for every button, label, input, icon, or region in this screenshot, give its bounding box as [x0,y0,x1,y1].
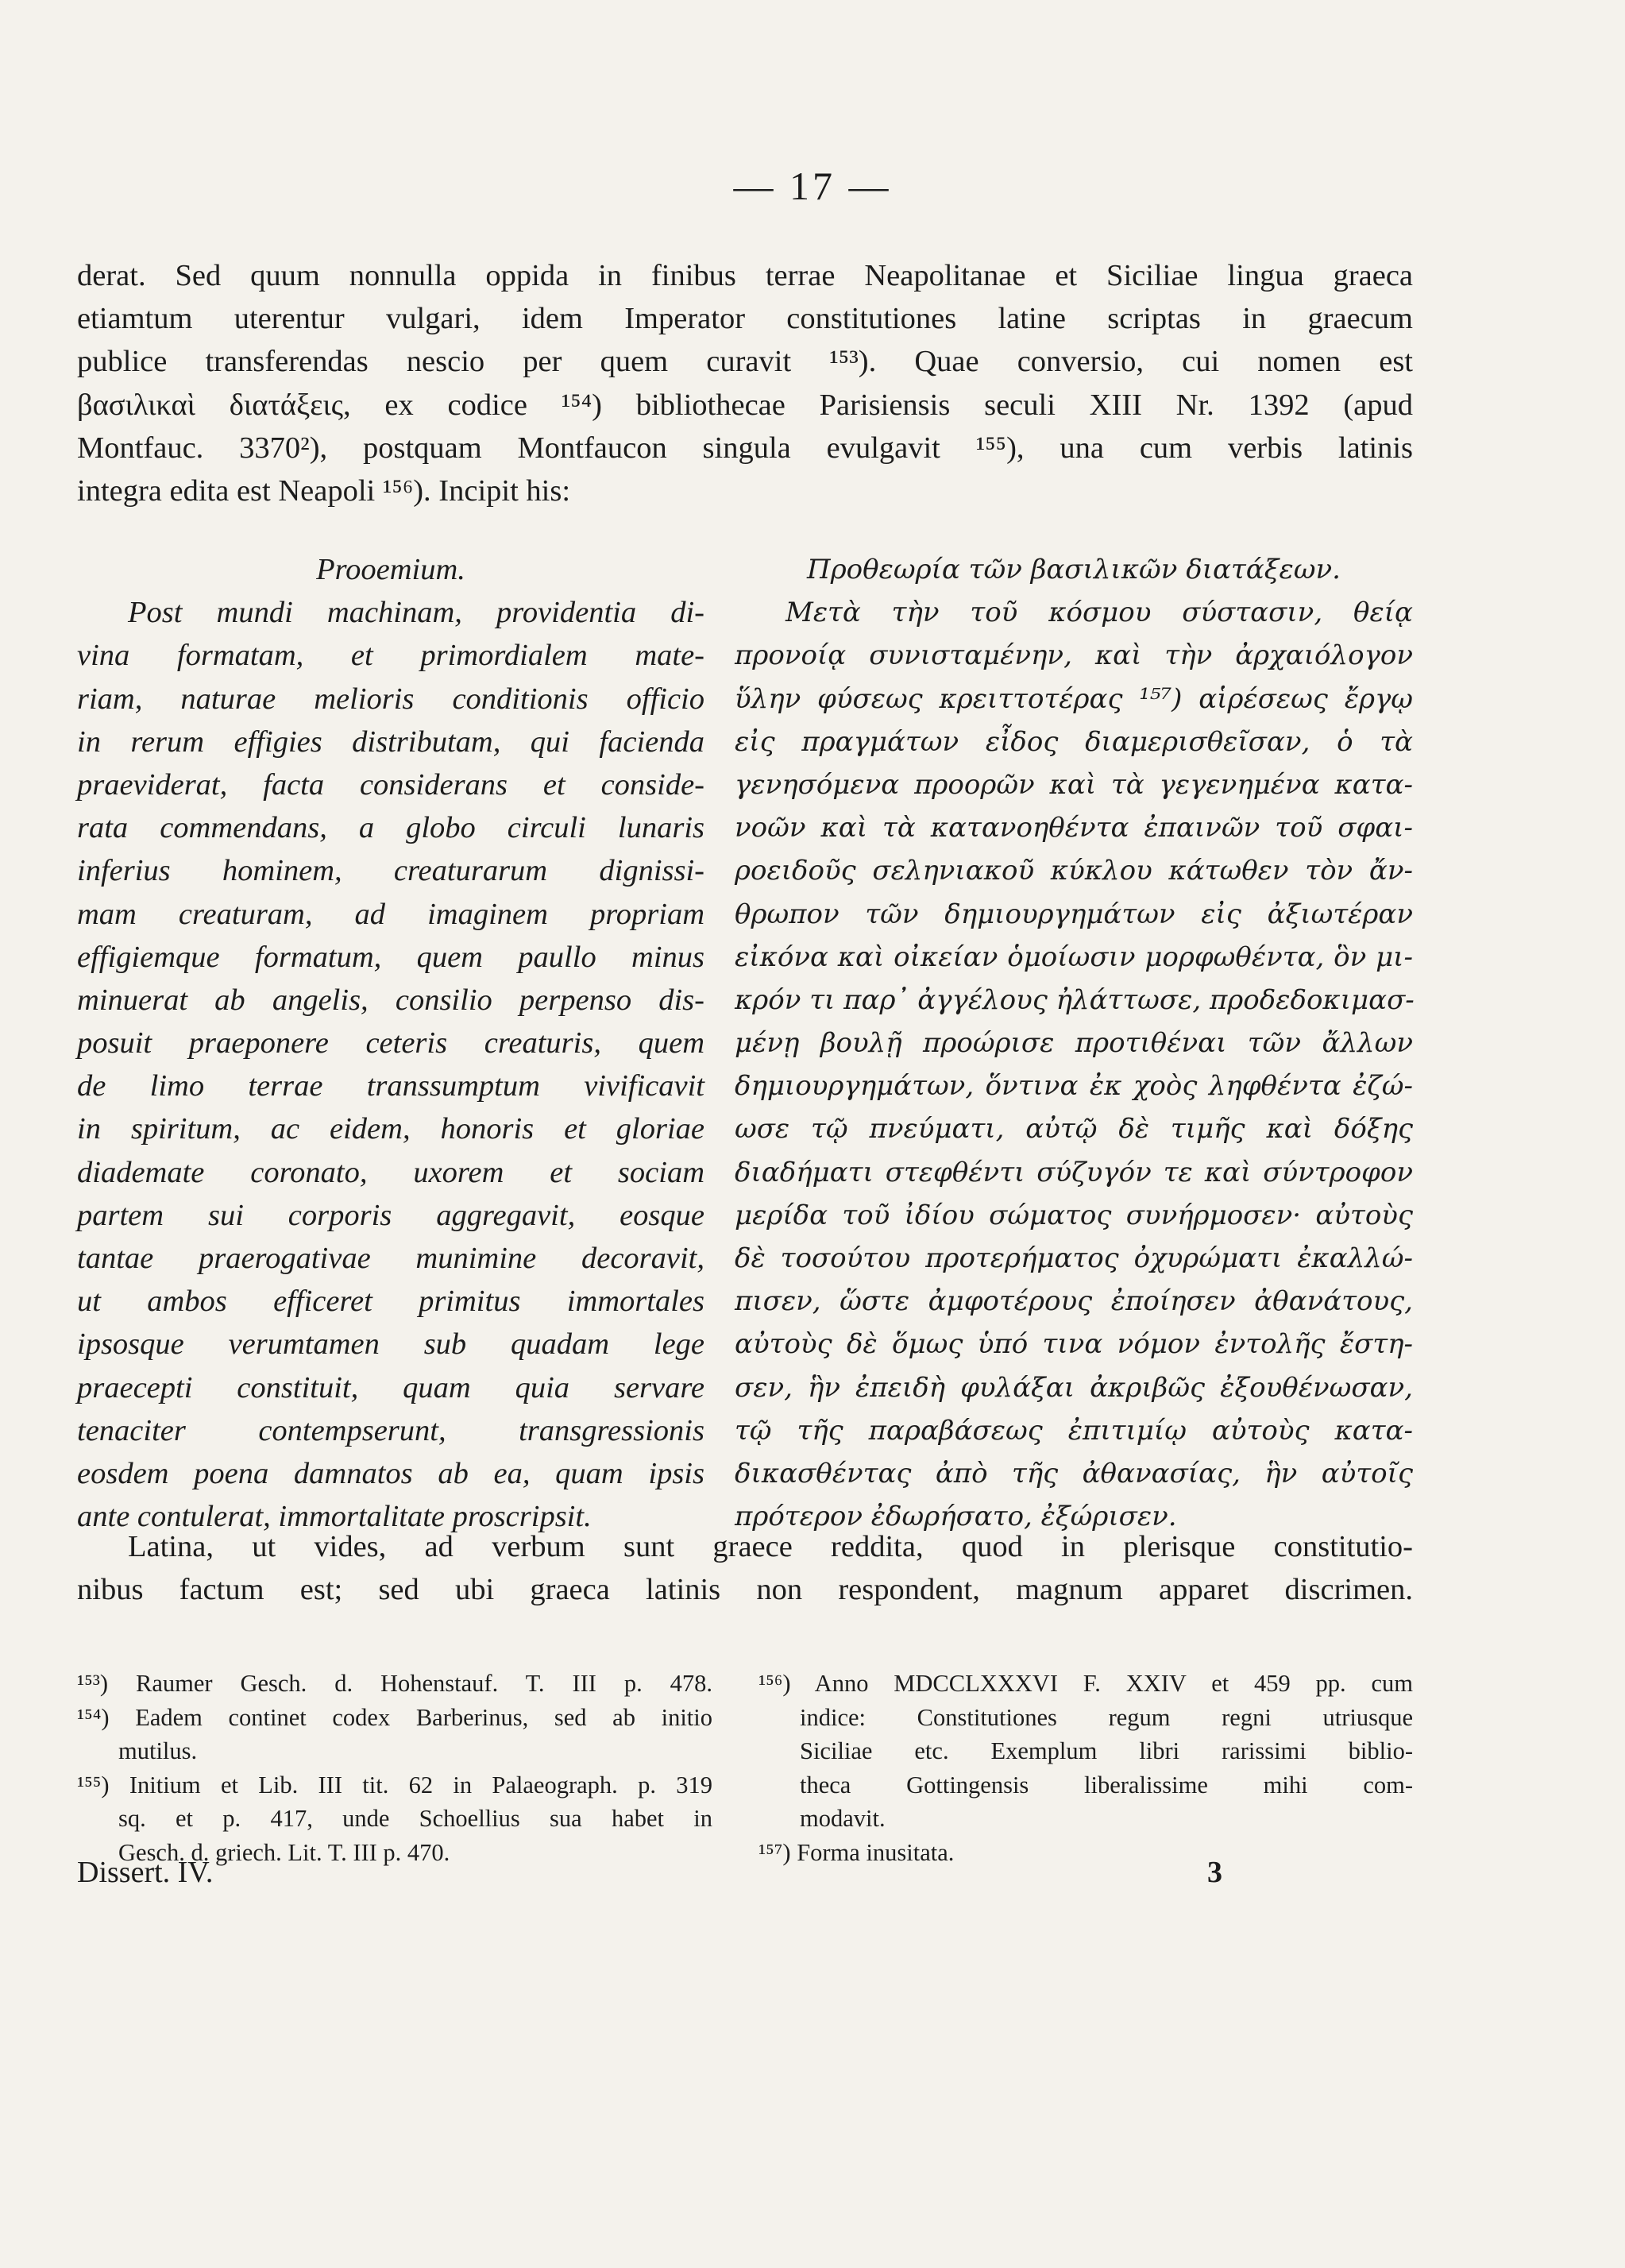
footnote-line: mutilus. [118,1737,198,1764]
footnote-line: ¹⁵⁶) Anno MDCCLXXXVI F. XXIV et 459 pp. cum [758,1670,1413,1697]
footnote-line: Siciliae etc. Exemplum libri rarissimi biblio- [800,1737,1413,1764]
greek-line: δημιουργημάτων, ὅντινα ἐκ χοὸς ληφθέντα ἐζώ- [735,1070,1413,1103]
greek-line: δὲ τοσούτου προτερήματος ὀχυρώματι ἐκαλλώ- [735,1242,1413,1274]
page-number: — 17 — [733,164,892,208]
greek-heading: Προθεωρία τῶν βασιλικῶν διατάξεων. [807,554,1341,585]
greek-line: νοῶν καὶ τὰ κατανοηθέντα ἐπαινῶν τοῦ σφαι- [735,812,1413,844]
greek-column [735,548,1413,1538]
greek-line: ωσε τῷ πνεύματι, αὐτῷ δὲ τιμῆς καὶ δόξης [735,1113,1413,1146]
latin-line: effigiemque formatum, quem paullo minus [77,940,704,974]
intro-paragraph [77,254,1413,512]
footnote-line: ¹⁵⁵) Initium et Lib. III tit. 62 in Palaeograph. p. 319 [77,1771,712,1799]
latin-line: praeviderat, facta considerans et conside- [77,767,704,802]
latin-line: diademate coronato, uxorem et sociam [77,1155,704,1189]
latin-column [77,548,704,1538]
greek-line: αὐτοὺς δὲ ὅμως ὑπό τινα νόμον ἐντολῆς ἔστη- [735,1328,1413,1361]
latin-line: tenaciter contempserunt, transgressionis [77,1413,704,1447]
latin-line: mam creaturam, ad imaginem propriam [77,897,704,931]
latin-line: vina formatam, et primordialem mate- [77,639,704,673]
latin-line: de limo terrae transsumptum vivificavit [77,1069,704,1103]
greek-line: σεν, ἣν ἐπειδὴ φυλάξαι ἀκριβῶς ἐξουθένωσαν, [735,1371,1413,1404]
footnote-line: sq. et p. 417, unde Schoellius sua habet in [118,1805,712,1832]
footnote-line: ¹⁵³) Raumer Gesch. d. Hohenstauf. T. III p. 478. [77,1670,712,1697]
greek-line: προνοίᾳ συνισταμένην, καὶ τὴν ἀρχαιόλογον [735,639,1413,672]
latin-line: praecepti constituit, quam quia servare [77,1370,704,1404]
latin-line: in spiritum, ac eidem, honoris et gloriae [77,1112,704,1146]
text-line: Montfauc. 3370²), postquam Montfaucon singula evulgavit ¹⁵⁵), una cum verbis latinis [77,431,1413,465]
signature-mark: Dissert. IV. [77,1856,214,1889]
latin-line: partem sui corporis aggregavit, eosque [77,1198,704,1232]
greek-line: ροειδοῦς σεληνιακοῦ κύκλου κάτωθεν τὸν ἄν- [735,855,1413,887]
footnote-line: theca Gottingensis liberalissime mihi com- [800,1771,1413,1799]
latin-line: ipsosque verumtamen sub quadam lege [77,1327,704,1362]
greek-line: δικασθέντας ἀπὸ τῆς ἀθανασίας, ἣν αὐτοῖς [735,1457,1413,1489]
text-line: publice transferendas nescio per quem curavit ¹⁵³). Quae conversio, cui nomen est [77,345,1413,379]
latin-line: in rerum effigies distributam, qui facienda [77,724,704,759]
latin-line: eosdem poena damnatos ab ea, quam ipsis [77,1456,704,1490]
greek-line: τῷ τῆς παραβάσεως ἐπιτιμίῳ αὐτοὺς κατα- [735,1414,1413,1447]
text-line: derat. Sed quum nonnulla oppida in finibus terrae Neapolitanae et Siciliae lingua graeca [77,259,1413,292]
latin-line: tantae praerogativae munimine decoravit, [77,1242,704,1275]
greek-line: εἰκόνα καὶ οἰκείαν ὁμοίωσιν μορφωθέντα, ὃν μι- [735,941,1413,973]
text-line: βασιλικαὶ διατάξεις, ex codice ¹⁵⁴) bibliothecae Parisiensis seculi XIII Nr. 1392 (apud [77,388,1413,422]
signature-number: 3 [1207,1856,1222,1889]
footnotes-right [758,1667,1413,1869]
greek-line: εἰς πραγμάτων εἶδος διαμερισθεῖσαν, ὁ τὰ [735,725,1413,758]
latin-line: ut ambos efficeret primitus immortales [77,1285,704,1319]
latin-line: ante contulerat, immortalitate proscripsit. [77,1500,592,1534]
footnote-line: indice: Constitutiones regum regni utriusque [800,1703,1413,1731]
closing-paragraph [77,1525,1413,1611]
greek-line: μερίδα τοῦ ἰδίου σώματος συνήρμοσεν· αὐτοὺς [735,1199,1413,1231]
greek-line: κρόν τι παρ᾿ ἀγγέλους ἠλάττωσε, προδεδοκιμασ- [735,983,1415,1016]
footnote-line: Gesch. d. griech. Lit. T. III p. 470. [118,1838,450,1866]
greek-line: πρότερον ἐδωρήσατο, ἐξώρισεν. [735,1501,1177,1533]
latin-heading: Prooemium. [316,553,465,586]
greek-line: μένῃ βουλῇ προώρισε προτιθέναι τῶν ἄλλων [735,1027,1413,1060]
text-line: integra edita est Neapoli ¹⁵⁶). Incipit his: [77,473,571,508]
text-line: etiamtum uterentur vulgari, idem Imperator constitutiones latine scriptas in graecum [77,302,1413,336]
greek-line: διαδήματι στεφθέντι σύζυγόν τε καὶ σύντροφον [735,1156,1413,1188]
text-line: nibus factum est; sed ubi graeca latinis non respondent, magnum apparet discrimen. [77,1573,1413,1607]
latin-line: Post mundi machinam, providentia di- [128,596,704,630]
footnote-line: ¹⁵⁴) Eadem continet codex Barberinus, sed ab initio [77,1703,712,1731]
footnote-line: ¹⁵⁷) Forma inusitata. [758,1838,955,1866]
greek-line: Μετὰ τὴν τοῦ κόσμου σύστασιν, θείᾳ [785,597,1413,629]
text-line: Latina, ut vides, ad verbum sunt graece reddita, quod in plerisque constitutio- [128,1530,1413,1563]
latin-line: inferius hominem, creaturarum dignissi- [77,854,704,888]
greek-line: πισεν, ὥστε ἀμφοτέρους ἐποίησεν ἀθανάτους, [735,1285,1413,1318]
greek-line: γενησόμενα προορῶν καὶ τὰ γεγενημένα κατα- [735,768,1413,801]
latin-line: posuit praeponere ceteris creaturis, quem [77,1026,704,1061]
latin-line: rata commendans, a globo circuli lunaris [77,811,704,845]
latin-line: minuerat ab angelis, consilio perpenso dis- [77,983,704,1017]
footnote-line: modavit. [800,1805,886,1832]
greek-line: θρωπον τῶν δημιουργημάτων εἰς ἀξιωτέραν [735,898,1413,930]
latin-line: riam, naturae melioris conditionis officio [77,682,704,716]
footnotes-left [77,1667,712,1869]
greek-line: ὕλην φύσεως κρειττοτέρας ¹⁵⁷) αἱρέσεως ἔργῳ [735,682,1413,715]
